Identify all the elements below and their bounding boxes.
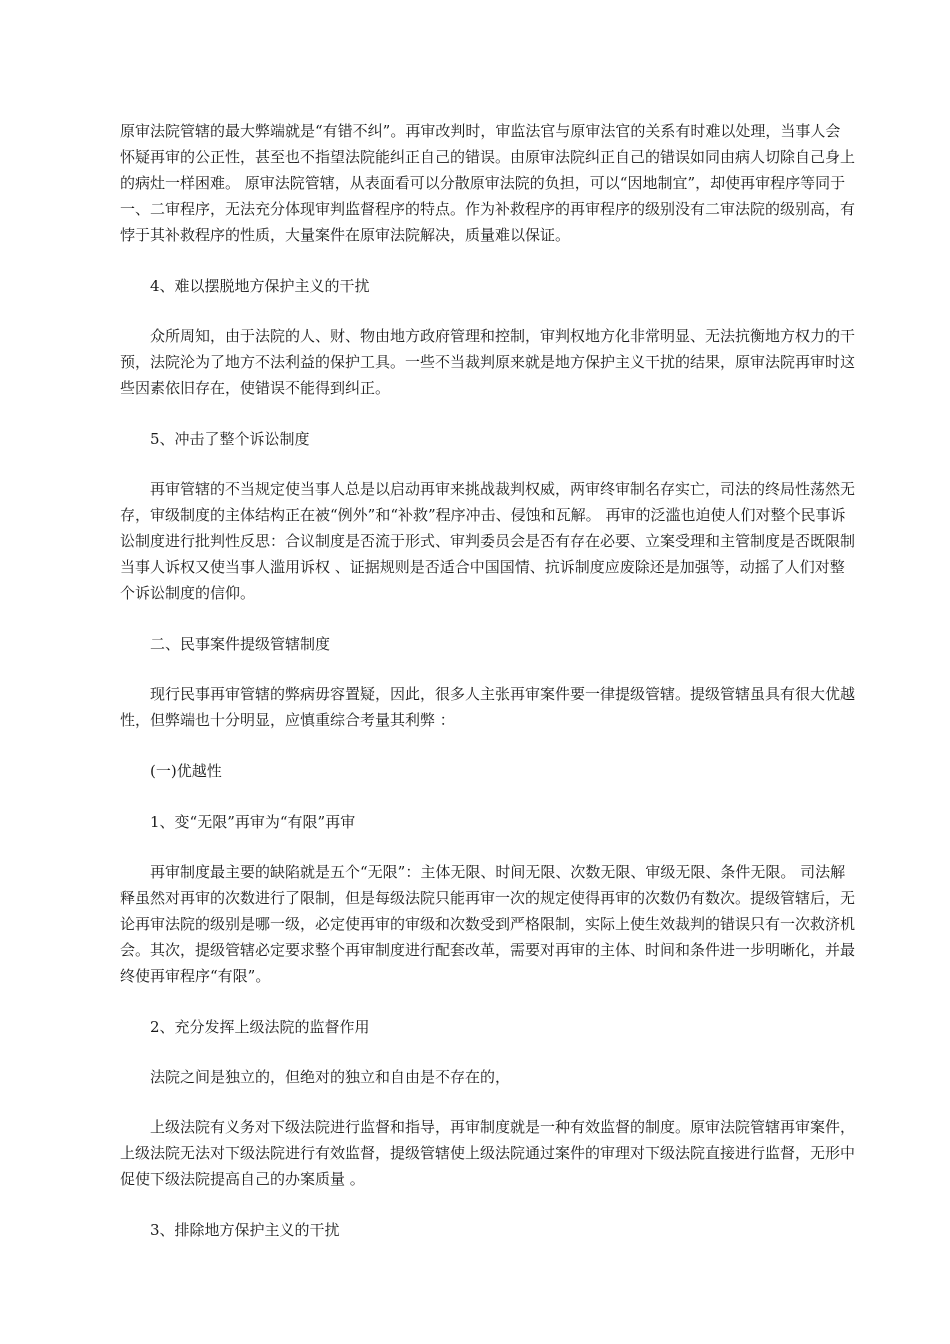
- heading-1-limited-retrial: 1、变“无限”再审为“有限”再审: [150, 813, 356, 831]
- paragraph-3: 再审管辖的不当规定使当事人总是以启动再审来挑战裁判权威，两审终审制名存实亡，司法的终局性荡然无存，审级制度的主体结构正在被“例外”和“补救”程序冲击、侵蚀和瓦解。 再审的泛滥也迫使人们对整个民事诉讼制度进行批判性反思：合议制度是否流于形式、审判委员会是否有存在必要、立案受理和主管制度是否既限制当事人诉权又使当事人滥用诉权 、证据规则是否适合中国国情、抗诉制度应废除还是加强等，动摇了人们对整个诉讼制度的信仰。: [120, 480, 856, 602]
- heading-2-supervision: 2、充分发挥上级法院的监督作用: [150, 1018, 370, 1036]
- heading-5-litigation-system: 5、冲击了整个诉讼制度: [150, 430, 310, 448]
- paragraph-1-text: 原审法院管辖的最大弊端就是“有错不纠”。再审改判时，审监法官与原审法官的关系有时难以处理，当事人会怀疑再审的公正性，甚至也不指望法院能纠正自己的错误。由原审法院纠正自己的错误如同由病人切除自己身上的病灶一样困难。 原审法院管辖，从表面看可以分散原审法院的负担，可以“因地制宜”，却使再审程序等同于一、二审程序，无法充分体现审判监督程序的特点。作为补救程序的再审程序的级别没有二审法院的级别高，有悖于其补救程序的性质，大量案件在原审法院解决，质量难以保证。: [120, 122, 856, 244]
- paragraph-6: 法院之间是独立的，但绝对的独立和自由是不存在的，: [150, 1068, 511, 1086]
- paragraph-5: 再审制度最主要的缺陷就是五个“无限”：主体无限、时间无限、次数无限、审级无限、条件无限。 司法解释虽然对再审的次数进行了限制，但是每级法院只能再审一次的规定使得再审的次数仍有数次。提级管辖后，无论再审法院的级别是哪一级，必定使再审的审级和次数受到严格限制，实际上使生效裁判的错误只有一次救济机会。其次，提级管辖必定要求整个再审制度进行配套改革，需要对再审的主体、时间和条件进一步明晰化，并最终使再审程序“有限”。: [120, 863, 856, 985]
- paragraph-4: 现行民事再审管辖的弊病毋容置疑，因此，很多人主张再审案件要一律提级管辖。提级管辖虽具有很大优越性，但弊端也十分明显，应慎重综合考量其利弊 ：: [120, 685, 856, 729]
- paragraph-2: 众所周知，由于法院的人、财、物由地方政府管理和控制，审判权地方化非常明显、无法抗衡地方权力的干预，法院沦为了地方不法利益的保护工具。一些不当裁判原来就是地方保护主义干扰的结果，原审法院再审时这些因素依旧存在，使错误不能得到纠正。: [120, 327, 856, 397]
- document-page: [120, 92, 855, 1243]
- heading-advantages: (一)优越性: [150, 762, 222, 780]
- heading-3-exclude-protectionism: 3、排除地方保护主义的干扰: [150, 1221, 340, 1239]
- paragraph-1: [120, 92, 855, 248]
- heading-section-2: 二、民事案件提级管辖制度: [150, 635, 331, 653]
- paragraph-7: 上级法院有义务对下级法院进行监督和指导，再审制度就是一种有效监督的制度。原审法院管辖再审案件，上级法院无法对下级法院进行有效监督，提级管辖使上级法院通过案件的审理对下级法院直接进行监督，无形中促使下级法院提高自己的办案质量 。: [120, 1118, 856, 1188]
- heading-4-local-protectionism: 4、难以摆脱地方保护主义的干扰: [150, 277, 370, 295]
